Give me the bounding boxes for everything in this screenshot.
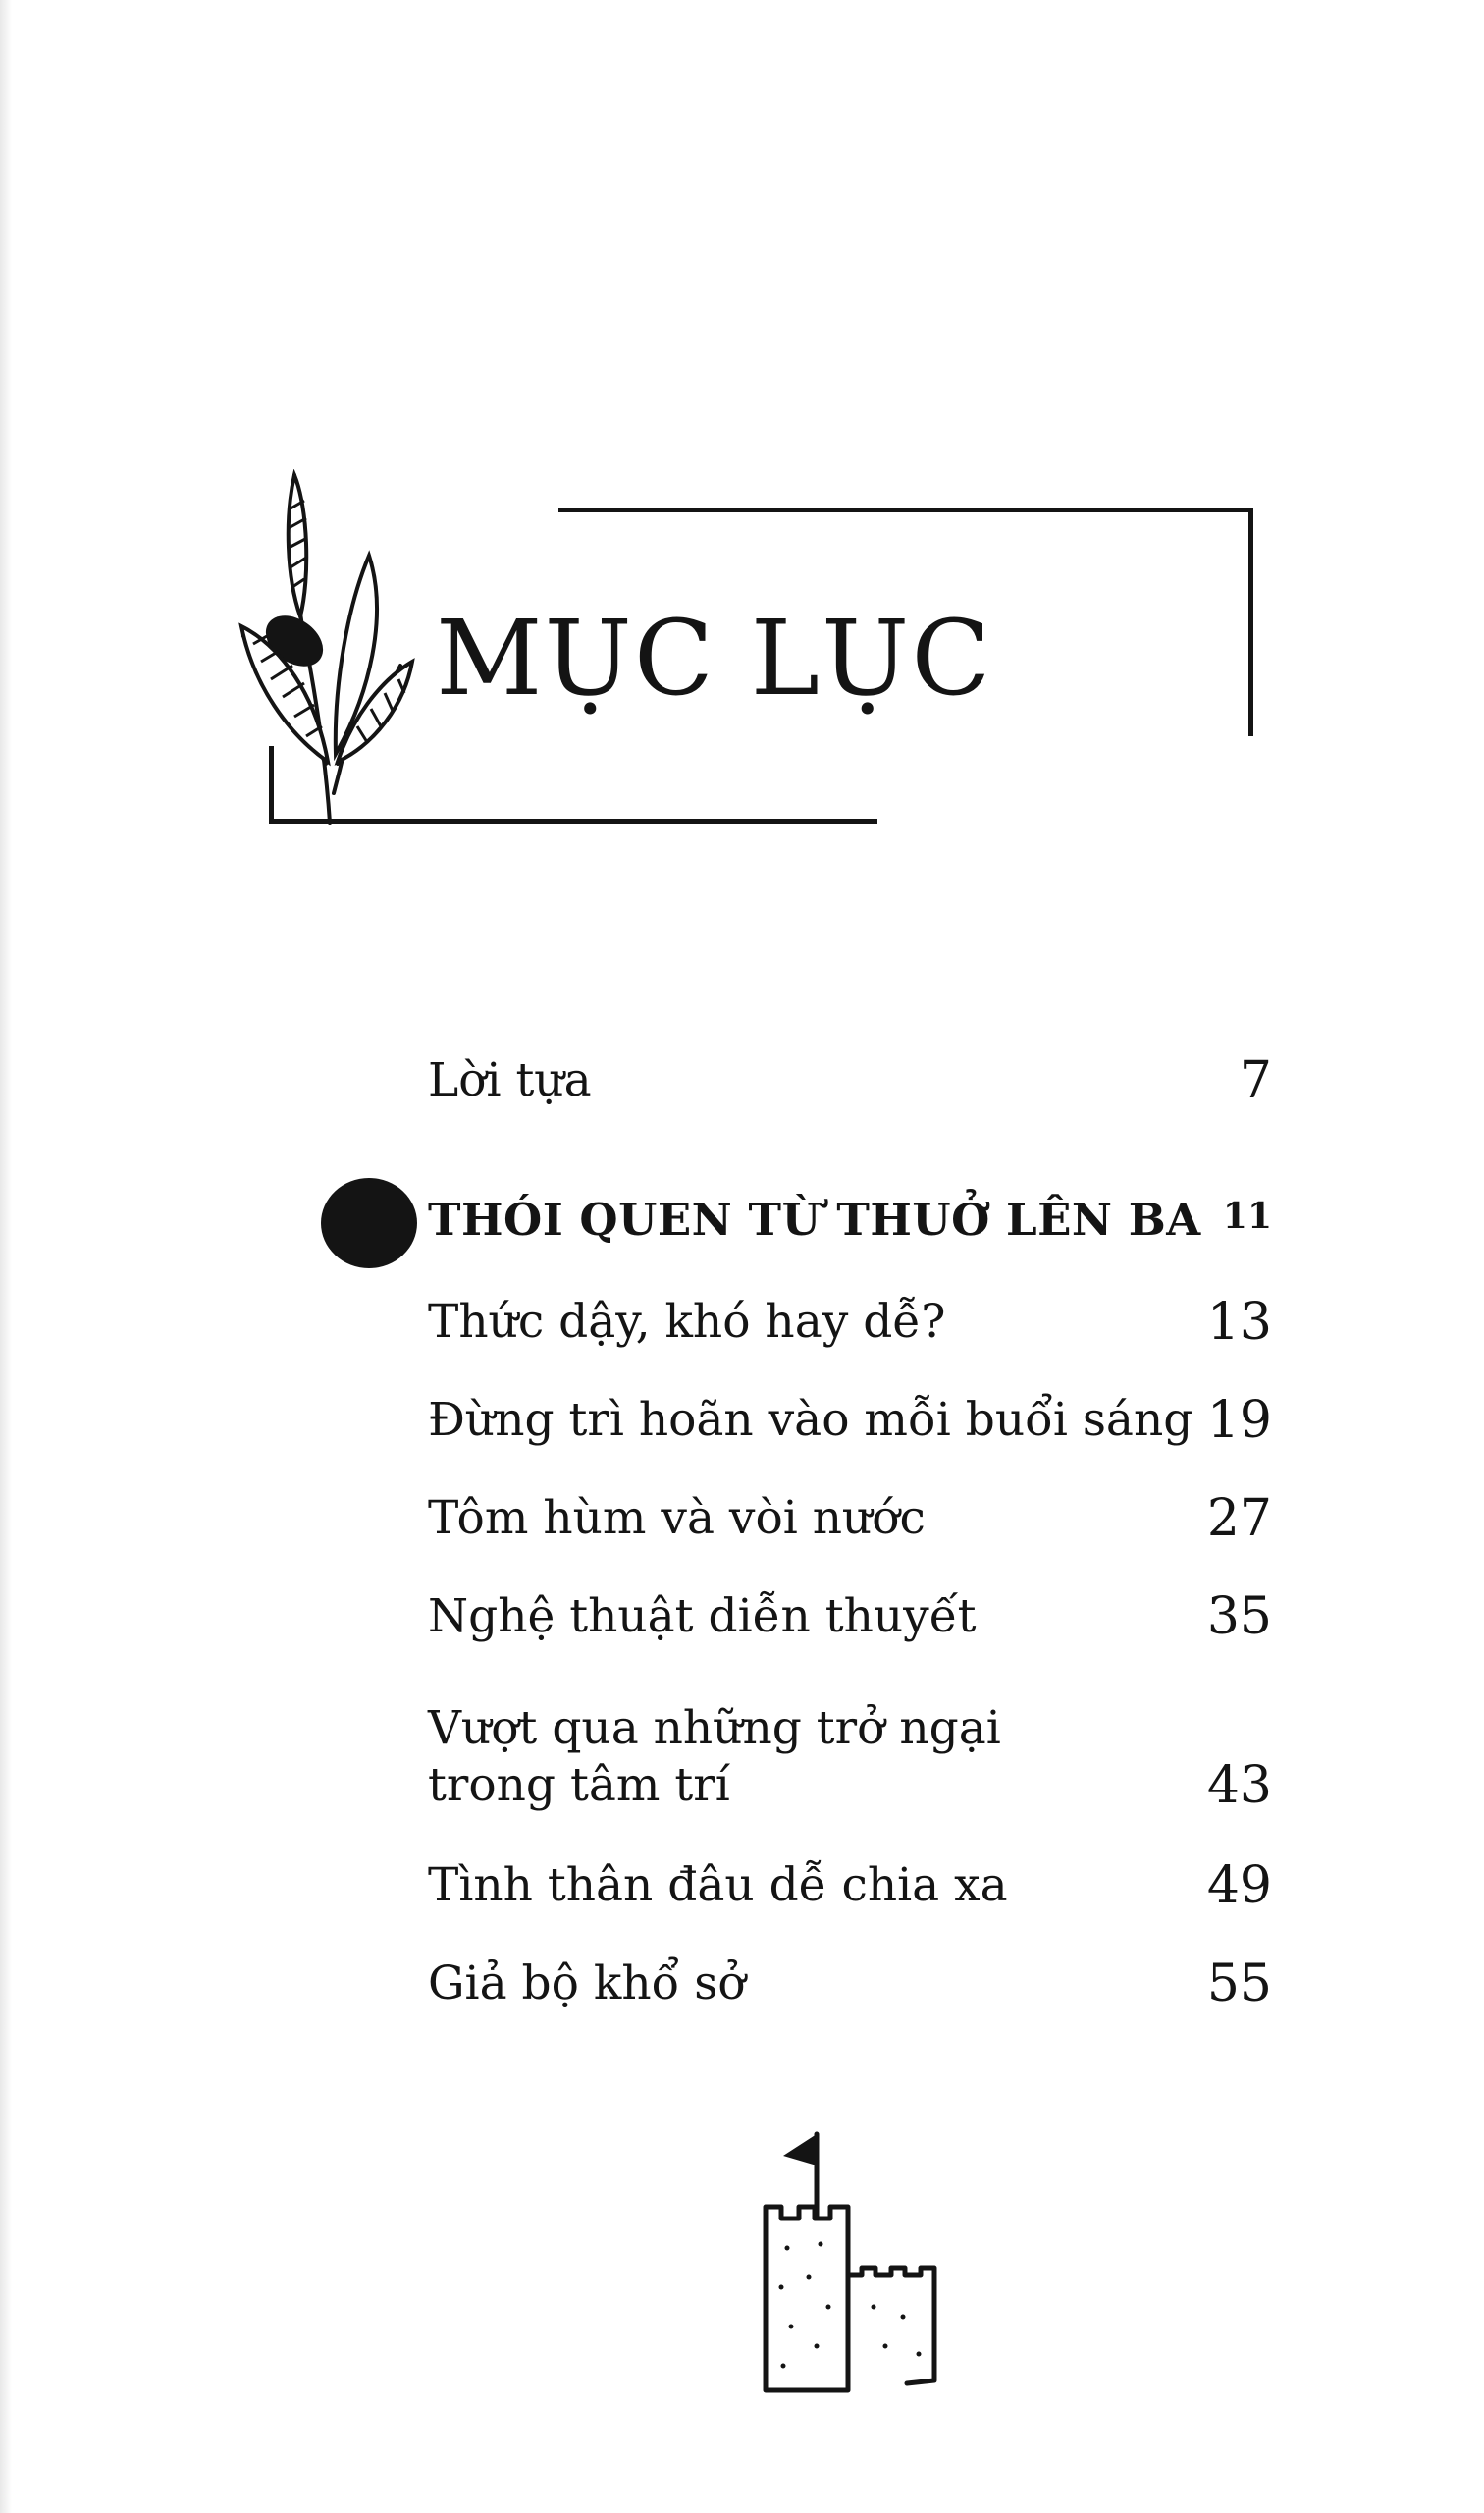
toc-chapter-page: 11 <box>1222 1196 1272 1237</box>
toc-entry[interactable] <box>428 1288 1272 1351</box>
toc-entry-page: 7 <box>1239 1051 1272 1110</box>
toc-entry-title: Tôm hùm và vòi nước <box>428 1491 926 1545</box>
toc-entry[interactable] <box>428 1690 1272 1814</box>
toc-entry-title: Lời tựa <box>428 1053 592 1107</box>
toc-entry[interactable] <box>428 1582 1272 1645</box>
toc-entry-page: 19 <box>1206 1391 1272 1450</box>
toc-entry-title: Vượt qua những trở ngại trong tâm trí <box>428 1701 1001 1812</box>
toc-entry[interactable] <box>428 1851 1272 1914</box>
toc-entry-page: 43 <box>1206 1756 1272 1815</box>
toc-entry-title: Giả bộ khổ sở <box>428 1956 746 2010</box>
toc-entry-title: Tình thân đâu dễ chia xa <box>428 1858 1008 1912</box>
toc-entry-page: 27 <box>1206 1489 1272 1548</box>
header-frame-right-line <box>1248 508 1253 736</box>
castle-icon <box>756 2120 962 2405</box>
toc-entry[interactable] <box>428 1950 1272 2012</box>
toc-entry-page: 13 <box>1206 1293 1272 1352</box>
page-title: MỤC LỤC <box>436 598 993 719</box>
toc-entry[interactable] <box>428 1484 1272 1547</box>
toc-chapter-heading[interactable] <box>428 1188 1272 1249</box>
toc-entry-title: Đừng trì hoãn vào mỗi buổi sáng <box>428 1393 1193 1447</box>
page-edge <box>0 0 12 2513</box>
toc-entry-title: Nghệ thuật diễn thuyết <box>428 1589 977 1643</box>
toc-chapter-title: THÓI QUEN TỪ THUỞ LÊN BA <box>428 1194 1201 1246</box>
black-dot-icon <box>321 1178 417 1268</box>
toc-entry-page: 49 <box>1206 1856 1272 1915</box>
toc-entry-page: 55 <box>1206 1954 1272 2013</box>
toc-entry-page: 35 <box>1206 1587 1272 1646</box>
header-frame-top-line <box>558 508 1253 512</box>
toc-entry-preface[interactable] <box>428 1041 1272 1109</box>
toc-entry[interactable] <box>428 1386 1272 1449</box>
toc-entry-title: Thức dậy, khó hay dễ? <box>428 1295 946 1349</box>
leaf-branch-icon <box>232 469 418 825</box>
